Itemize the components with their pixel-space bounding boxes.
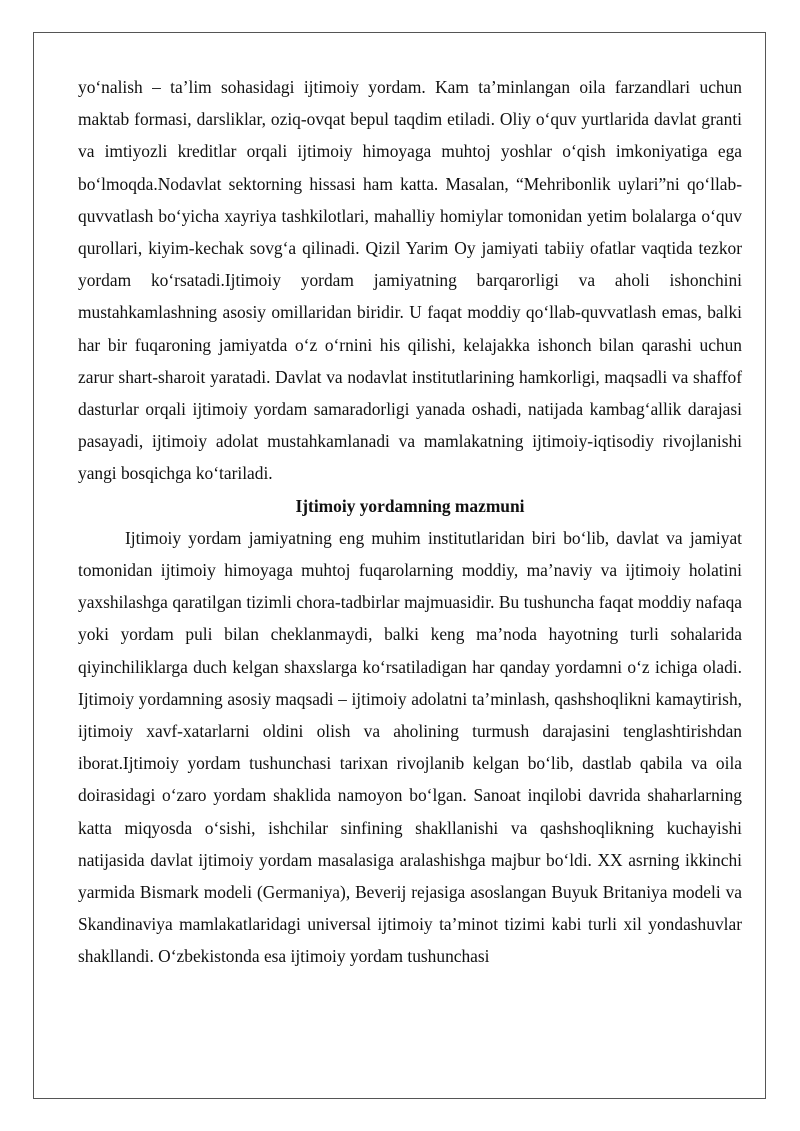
body-paragraph: Ijtimoiy yordam jamiyatning eng muhim institutlaridan biri bo‘lib, davlat va jamiyat tomonidan ijtimoiy himoyaga muhtoj fuqarolarning moddiy, ma’naviy va ijtimoiy holatini yaxshilashga qaratilgan tizimli chora-tadbirlar majmuasidir. Bu tushuncha faqat moddiy nafaqa yoki yordam puli bilan cheklanmaydi, balki keng ma’noda hayotning turli sohalarida qiyinchiliklarga duch kelgan shaxslarga ko‘rsatiladigan har qanday yordamni o‘z ichiga oladi. Ijtimoiy yordamning asosiy maqsadi – ijtimoiy adolatni ta’minlash, qashshoqlikni kamaytirish, ijtimoiy xavf-xatarlarni oldini olish va aholining turmush darajasini tenglashtirishdan iborat.Ijtimoiy yordam tushunchasi tarixan rivojlanib kelgan bo‘lib, dastlab qabila va oila doirasidagi o‘zaro yordam shaklida namoyon bo‘lgan. Sanoat inqilobi davrida shaharlarning katta miqyosda o‘sishi, ishchilar sinfining shakllanishi va qashshoqlikning kuchayishi natijasida davlat ijtimoiy yordam masalasiga aralashishga majbur bo‘ldi. XX asrning ikkinchi yarmida Bismark modeli (Germaniya), Beverij rejasiga asoslangan Buyuk Britaniya modeli va Skandinaviya mamlakatlaridagi universal ijtimoiy ta’minot tizimi kabi turli xil yondashuvlar shakllandi. O‘zbekistonda esa ijtimoiy yordam tushunchasi <box>78 527 742 967</box>
section-heading: Ijtimoiy yordamning mazmuni <box>295 495 525 516</box>
body-paragraph: yo‘nalish – ta’lim sohasidagi ijtimoiy yordam. Kam ta’minlangan oila farzandlari uchun maktab formasi, darsliklar, oziq-ovqat bepul taqdim etiladi. Oliy o‘quv yurtlarida davlat granti va imtiyozli kreditlar orqali ijtimoiy himoyaga muhtoj yoshlar o‘qish imkoniyatiga ega bo‘lmoqda.Nodavlat sektorning hissasi ham katta. Masalan, “Mehribonlik uylari”ni qo‘llab-quvvatlash bo‘yicha xayriya tashkilotlari, mahalliy homiylar tomonidan yetim bolalarga o‘quv qurollari, kiyim-kechak sovg‘a qilinadi. Qizil Yarim Oy jamiyati tabiiy ofatlar vaqtida tezkor yordam ko‘rsatadi.Ijtimoiy yordam jamiyatning barqarorligi va aholi ishonchini mustahkamlashning asosiy omillaridan biridir. U faqat moddiy qo‘llab-quvvatlash emas, balki har bir fuqaroning jamiyatda o‘z o‘rnini his qilishi, kelajakka ishonch bilan qarashi uchun zarur shart-sharoit yaratadi. Davlat va nodavlat institutlarining hamkorligi, maqsadli va shaffof dasturlar orqali ijtimoiy yordam samaradorligi yanada oshadi, natijada kambag‘allik darajasi pasayadi, ijtimoiy adolat mustahkamlanadi va mamlakatning ijtimoiy-iqtisodiy rivojlanishi yangi bosqichga ko‘tariladi. <box>78 77 742 484</box>
page-frame <box>33 32 766 1099</box>
document-body <box>78 71 742 973</box>
